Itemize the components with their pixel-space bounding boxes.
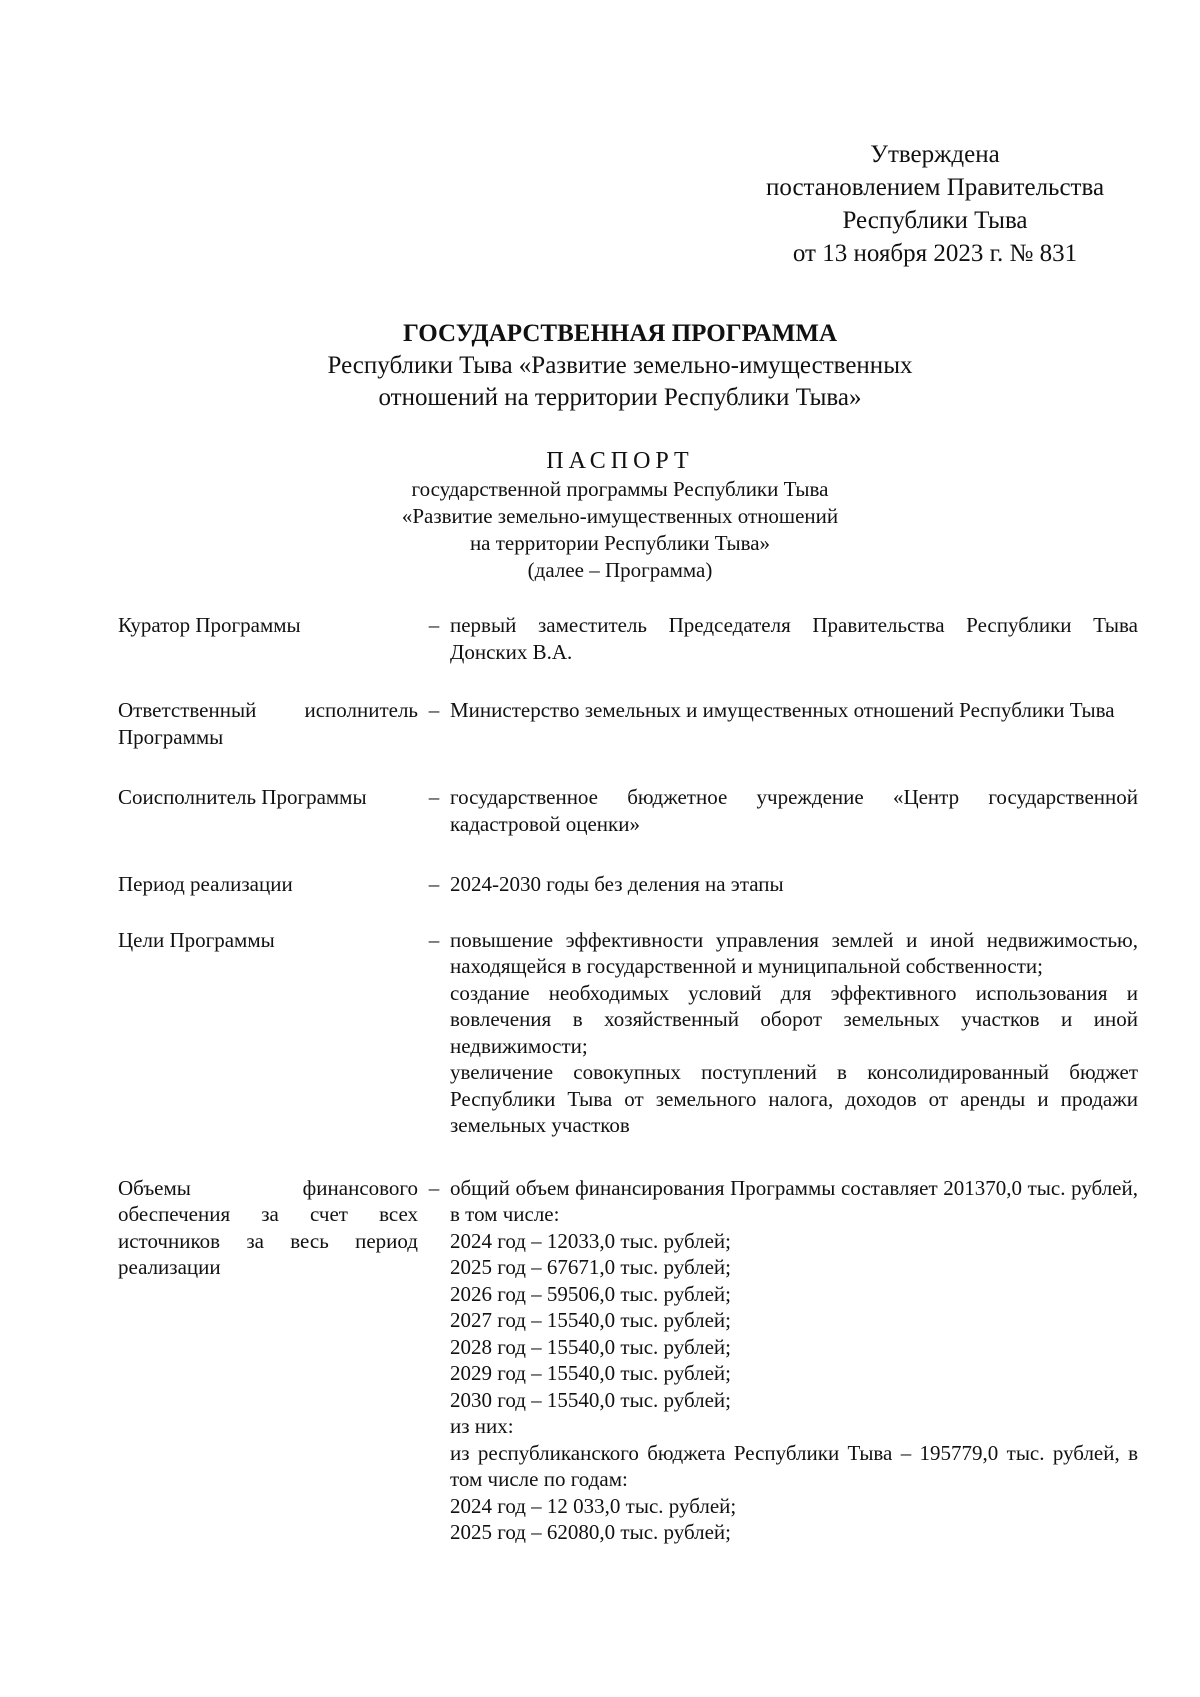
financing-intro: общий объем финансирования Программы составляет 201370,0 тыс. рублей, в том числе: (450, 1175, 1138, 1226)
financing-of-them: из них: (450, 1414, 514, 1438)
passport-line-4: (далее – Программа) (527, 558, 713, 582)
passport-line-1: государственной программы Республики Тыва (411, 477, 829, 501)
row-dash: – (428, 785, 440, 809)
approval-stamp (735, 138, 1135, 270)
approval-line-3: Республики Тыва (842, 207, 1028, 234)
goal-paragraph: создание необходимых условий для эффективного использования и вовлечения в хозяйственный оборот земельных участков и иной недвижимости; (450, 980, 1138, 1058)
row-value: первый заместитель Председателя Правительства Республики Тыва Донских В.А. (450, 613, 1138, 664)
passport-heading (300, 446, 940, 584)
row-value: 2024-2030 годы без деления на этапы (450, 872, 784, 896)
row-dash: – (428, 872, 440, 896)
goal-paragraph: увеличение совокупных поступлений в консолидированный бюджет Республики Тыва от земельного налога, доходов от аренды и продажи земельных участков (450, 1060, 1138, 1137)
row-label: Цели Программы (118, 927, 275, 952)
financing-rep-year: 2024 год – 12 033,0 тыс. рублей; (450, 1493, 737, 1518)
row-dash: – (428, 1175, 440, 1200)
row-value: государственное бюджетное учреждение «Центр государственной кадастровой оценки» (450, 785, 1138, 836)
financing-year: 2024 год – 12033,0 тыс. рублей; (450, 1228, 732, 1253)
table-row-period (118, 871, 1138, 898)
financing-year: 2029 год – 15540,0 тыс. рублей; (450, 1361, 732, 1385)
row-label: Период реализации (118, 872, 293, 896)
row-value (450, 927, 1138, 1139)
financing-year: 2025 год – 67671,0 тыс. рублей; (450, 1255, 732, 1279)
financing-year: 2026 год – 59506,0 тыс. рублей; (450, 1281, 732, 1306)
approval-line-4: от 13 ноября 2023 г. № 831 (792, 240, 1078, 267)
financing-year: 2027 год – 15540,0 тыс. рублей; (450, 1308, 732, 1332)
row-label: Соисполнитель Программы (118, 785, 367, 809)
financing-republican: из республиканского бюджета Республики Тыва – 195779,0 тыс. рублей, в том числе по годам: (450, 1440, 1138, 1491)
approval-line-1: Утверждена (870, 141, 1000, 168)
program-subtitle-line-1: Республики Тыва «Развитие земельно-имущественных (327, 352, 913, 379)
goal-paragraph: повышение эффективности управления землей и иной недвижимостью, находящейся в государственной и муниципальной собственности; (450, 927, 1138, 978)
program-subtitle-line-2: отношений на территории Республики Тыва» (378, 384, 862, 411)
row-dash: – (428, 698, 440, 722)
passport-line-2: «Развитие земельно-имущественных отношений (401, 504, 839, 528)
financing-year: 2028 год – 15540,0 тыс. рублей; (450, 1334, 732, 1359)
row-label: Ответственный исполнитель Программы (118, 698, 418, 749)
passport-table (118, 612, 1138, 1546)
table-row-financing (118, 1175, 1138, 1546)
table-row-responsible (118, 697, 1138, 750)
row-value (450, 1175, 1138, 1546)
approval-line-2: постановлением Правительства (765, 174, 1105, 201)
row-label: Объемы финансового обеспечения за счет всех источников за весь период реализации (118, 1175, 418, 1279)
program-heading (200, 318, 1040, 414)
financing-rep-year: 2025 год – 62080,0 тыс. рублей; (450, 1520, 732, 1544)
row-value: Министерство земельных и имущественных отношений Республики Тыва (450, 698, 1115, 722)
program-title: ГОСУДАРСТВЕННАЯ ПРОГРАММА (402, 320, 838, 347)
table-row-curator (118, 612, 1138, 665)
row-label: Куратор Программы (118, 613, 301, 637)
table-row-goals (118, 927, 1138, 1139)
passport-title: ПАСПОРТ (546, 448, 694, 474)
financing-year: 2030 год – 15540,0 тыс. рублей; (450, 1387, 732, 1412)
row-dash: – (428, 613, 440, 637)
table-row-coexecutor (118, 784, 1138, 837)
passport-line-3: на территории Республики Тыва» (469, 531, 771, 555)
row-dash: – (428, 927, 440, 952)
